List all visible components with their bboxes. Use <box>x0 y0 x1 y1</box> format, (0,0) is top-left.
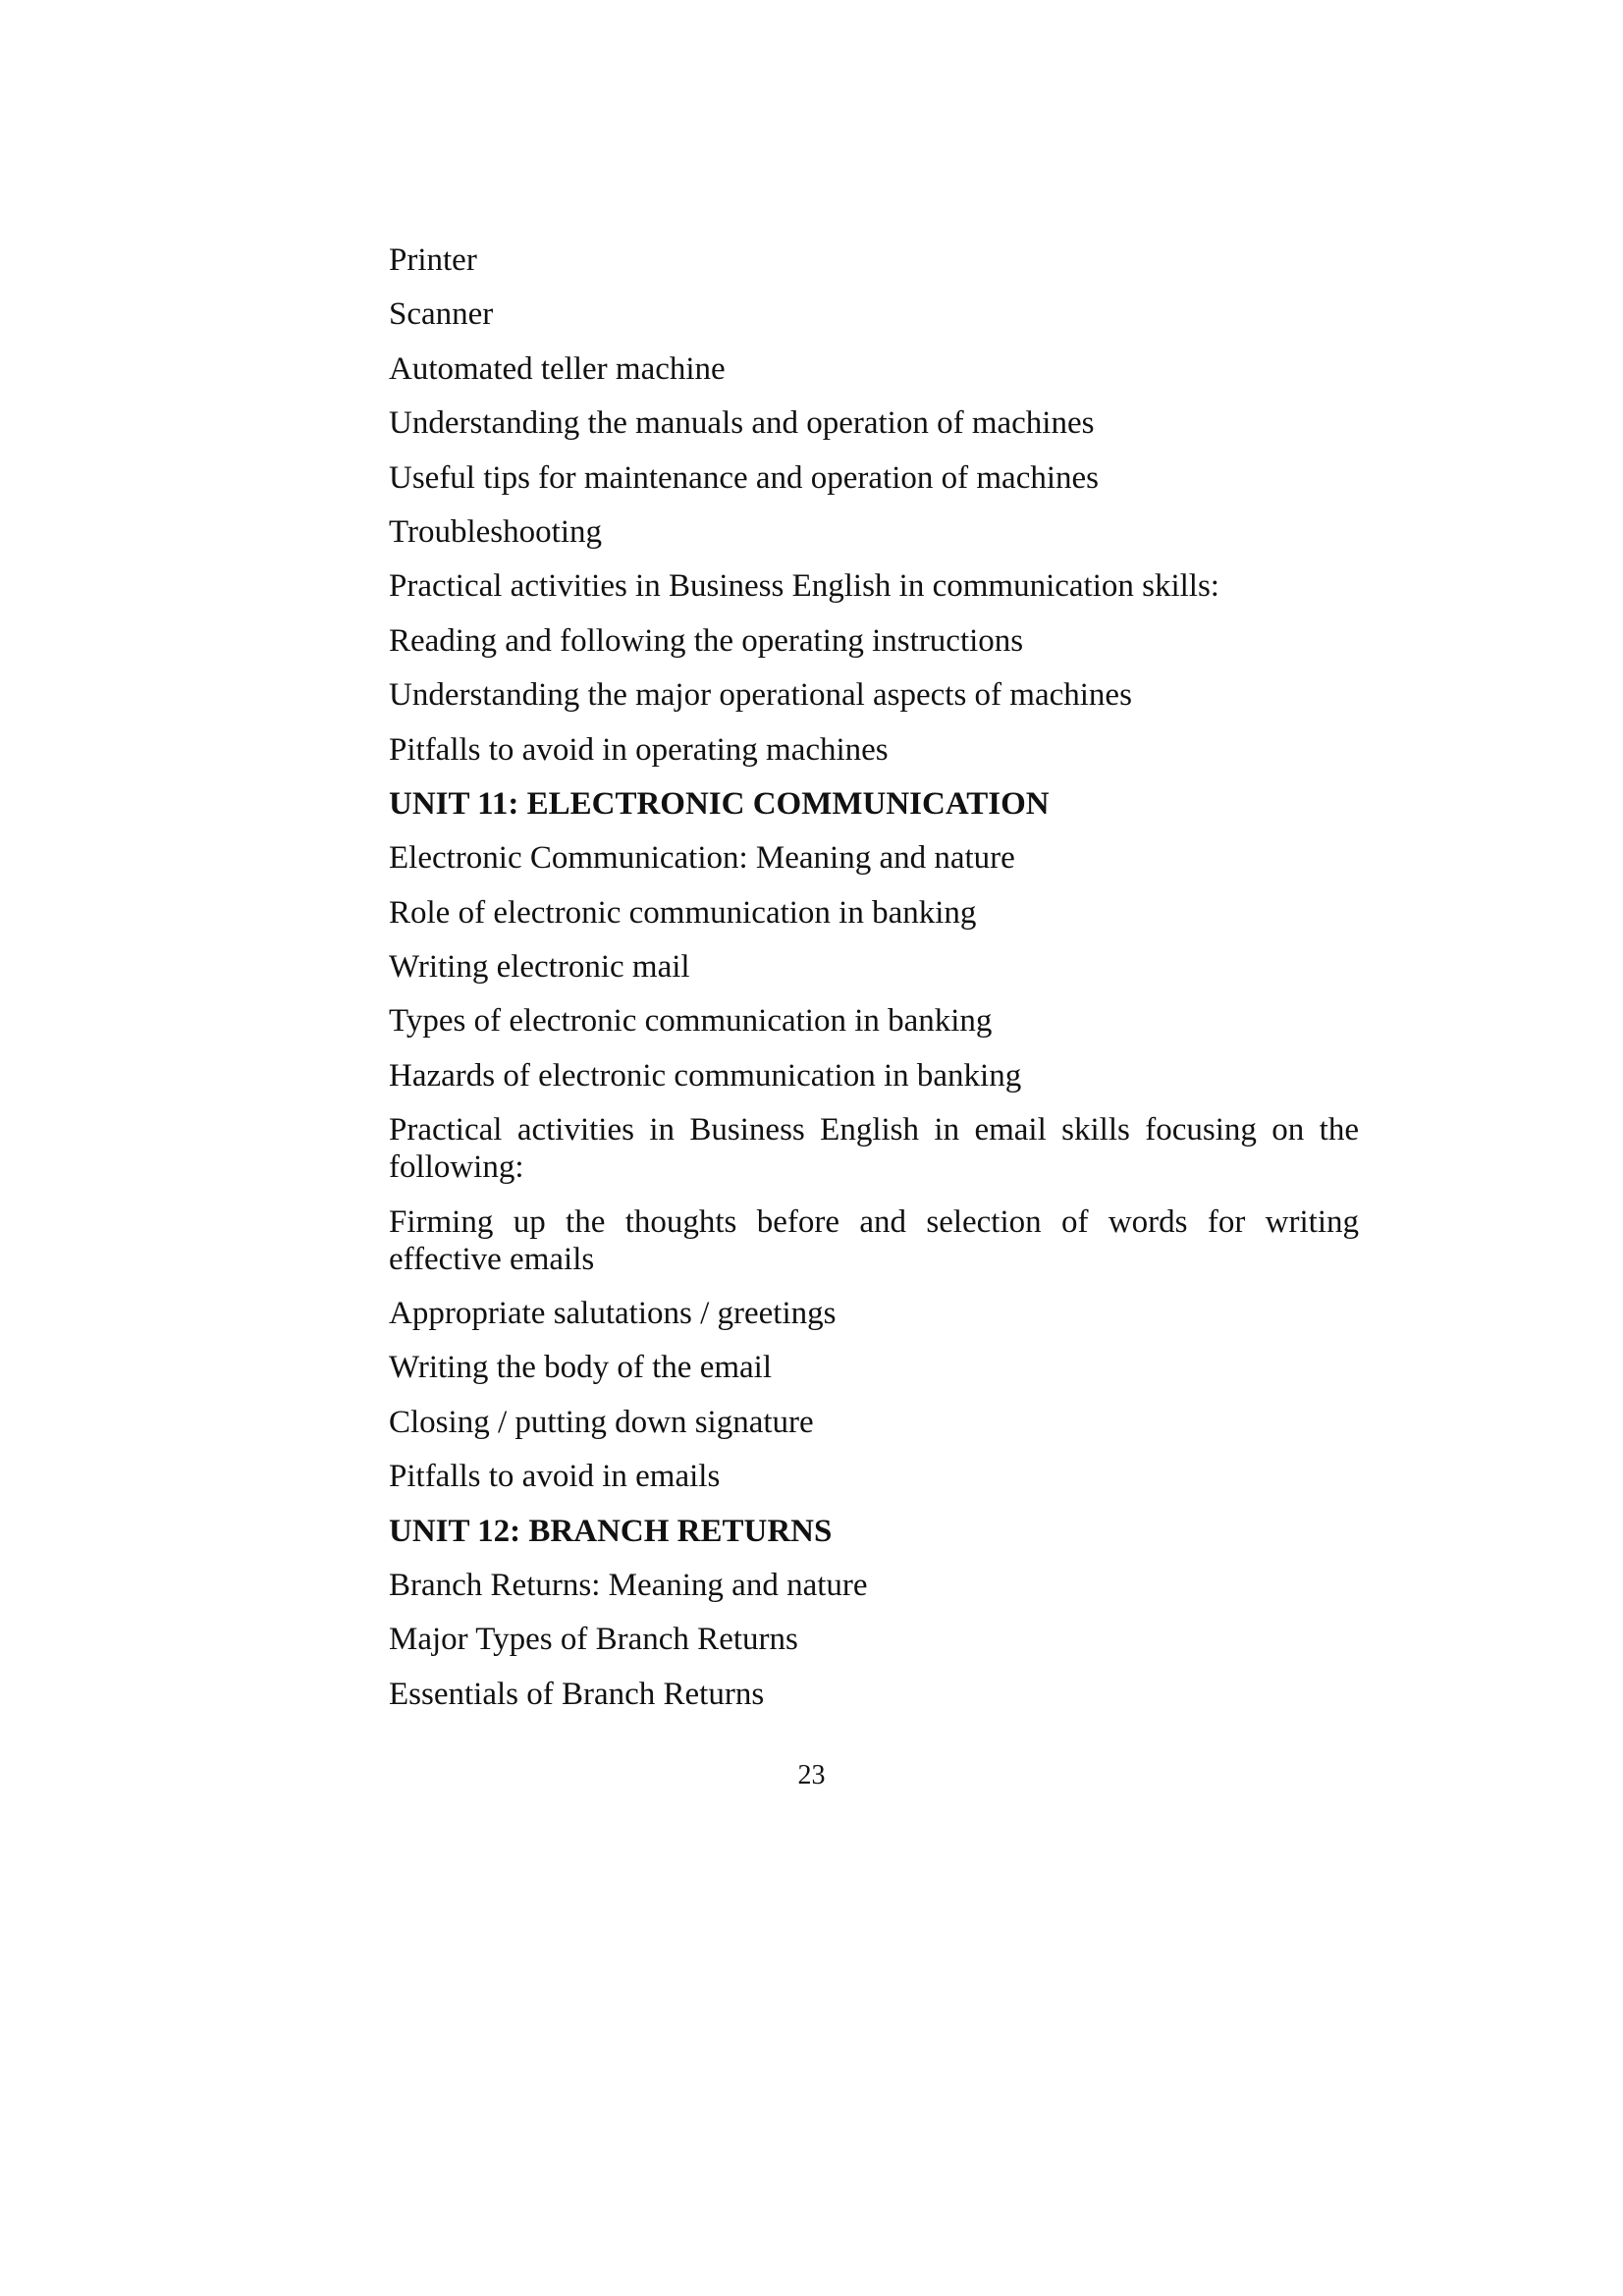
list-item: Useful tips for maintenance and operation of machines <box>389 459 1100 496</box>
list-item: Types of electronic communication in banking <box>389 1003 993 1040</box>
list-item: Branch Returns: Meaning and nature <box>389 1567 868 1603</box>
list-item: Writing electronic mail <box>389 949 690 986</box>
list-item: Practical activities in Business English in email skills focusing on the following: <box>389 1112 1359 1186</box>
page-content <box>389 241 1359 1730</box>
list-item: Pitfalls to avoid in operating machines <box>389 731 889 768</box>
list-item: Essentials of Branch Returns <box>389 1676 765 1712</box>
list-item: Understanding the major operational aspects of machines <box>389 677 1132 714</box>
list-item: Pitfalls to avoid in emails <box>389 1459 721 1495</box>
list-item: Printer <box>389 242 477 278</box>
list-item: Closing / putting down signature <box>389 1404 814 1440</box>
list-item: Troubleshooting <box>389 513 602 550</box>
list-item: Electronic Communication: Meaning and nature <box>389 840 1015 877</box>
list-item: Major Types of Branch Returns <box>389 1622 798 1658</box>
page-number: 23 <box>797 1760 826 1790</box>
list-item: Reading and following the operating instructions <box>389 622 1024 659</box>
list-item: Scanner <box>389 296 494 333</box>
unit-heading: UNIT 11: ELECTRONIC COMMUNICATION <box>389 785 1050 822</box>
list-item: Understanding the manuals and operation of machines <box>389 405 1095 442</box>
list-item: Writing the body of the email <box>389 1350 772 1386</box>
list-item: Role of electronic communication in banking <box>389 894 977 931</box>
list-item: Hazards of electronic communication in banking <box>389 1057 1022 1094</box>
list-item: Firming up the thoughts before and selection of words for writing effective emails <box>389 1203 1359 1277</box>
unit-heading: UNIT 12: BRANCH RETURNS <box>389 1513 833 1549</box>
list-item: Automated teller machine <box>389 350 726 387</box>
list-item: Appropriate salutations / greetings <box>389 1296 837 1332</box>
list-item: Practical activities in Business English in communication skills: <box>389 568 1219 605</box>
